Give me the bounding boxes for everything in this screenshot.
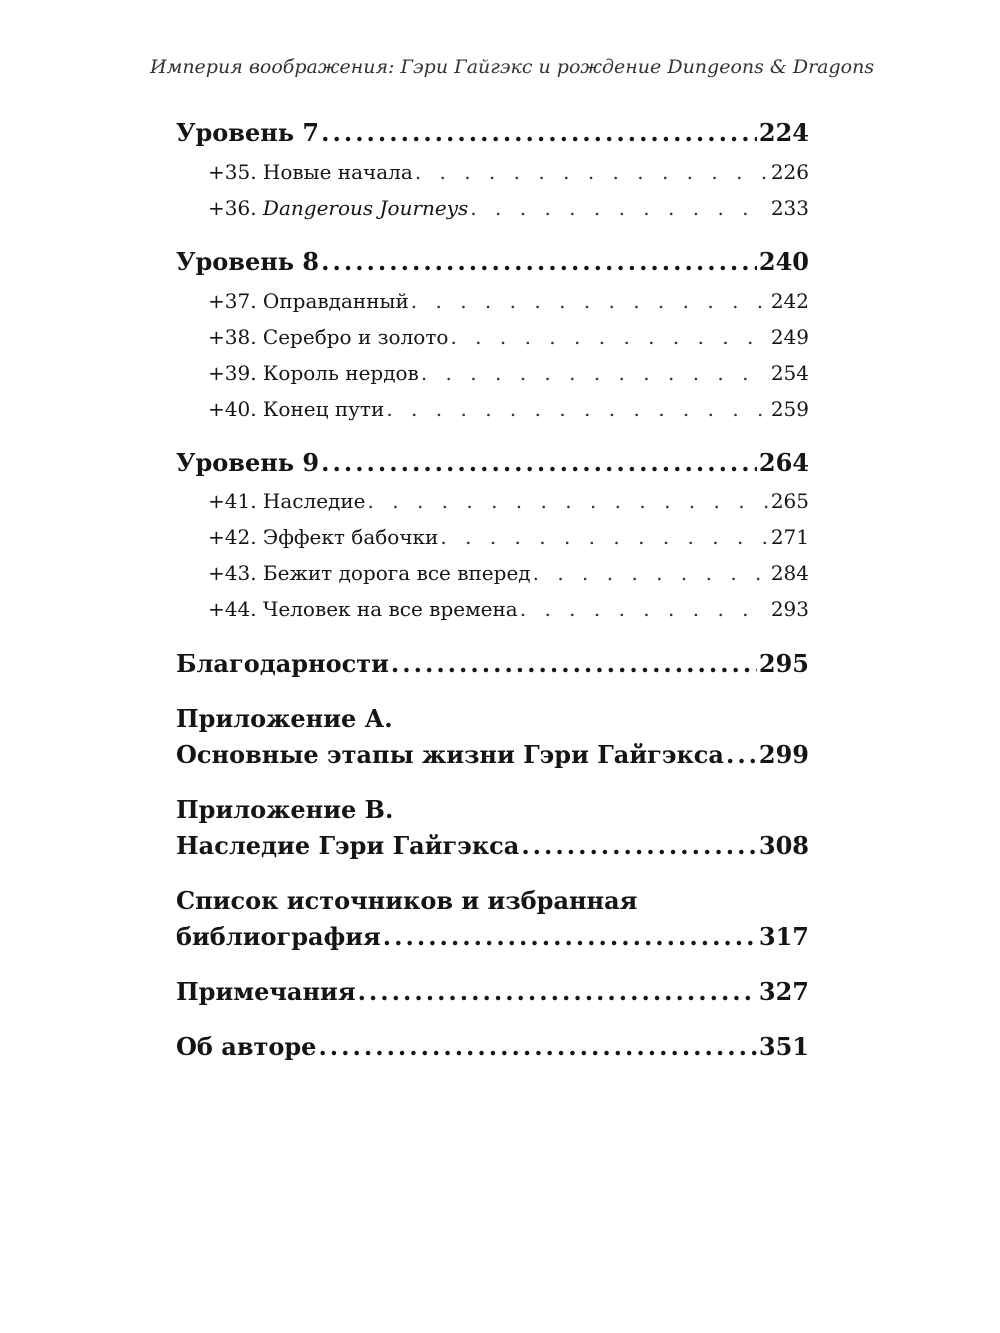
sources-heading: Список источников и избранная xyxy=(176,886,638,915)
toc-entry-chapter-42[interactable] xyxy=(176,525,809,549)
toc-entry-chapter-43[interactable] xyxy=(176,561,809,585)
toc-entry-level9[interactable] xyxy=(176,448,809,477)
toc-page-number: 299 xyxy=(758,740,809,769)
dot-leader xyxy=(450,325,768,349)
toc-page-number: 226 xyxy=(770,160,809,184)
toc-page-number: 327 xyxy=(758,977,809,1006)
toc-page-number: 249 xyxy=(770,325,809,349)
toc-entry-title: +40. Конец пути xyxy=(208,397,385,421)
toc-entry-title: Уровень 7 xyxy=(176,118,320,147)
toc-entry-chapter-38[interactable] xyxy=(176,325,809,349)
dot-leader xyxy=(386,397,768,421)
toc-entry-title: +43. Бежит дорога все вперед xyxy=(208,561,531,585)
toc-entry-title: Примечания xyxy=(176,977,356,1006)
dot-leader xyxy=(383,922,757,951)
toc-entry-about-author[interactable] xyxy=(176,1032,809,1061)
dot-leader xyxy=(321,118,757,147)
dot-leader xyxy=(521,831,757,860)
toc-entry-title: Наследие Гэри Гайгэкса xyxy=(176,831,520,860)
dot-leader xyxy=(520,597,769,621)
chapter-number: +36. xyxy=(208,196,263,220)
toc-page-number: 295 xyxy=(758,649,809,678)
toc-page-number: 254 xyxy=(770,361,809,385)
toc-entry-title: +35. Новые начала xyxy=(208,160,413,184)
dot-leader xyxy=(391,649,757,678)
dot-leader xyxy=(470,196,769,220)
toc-page-number: 271 xyxy=(770,525,809,549)
toc-entry-chapter-37[interactable] xyxy=(176,289,809,313)
toc-entry-title: +41. Наследие xyxy=(208,489,366,513)
toc-entry-title: Основные этапы жизни Гэри Гайгэкса xyxy=(176,740,724,769)
toc-entry-title: +37. Оправданный xyxy=(208,289,409,313)
toc-entry-notes[interactable] xyxy=(176,977,809,1006)
toc-entry-title xyxy=(208,196,468,220)
dot-leader xyxy=(368,489,769,513)
toc-entry-title: Об авторе xyxy=(176,1032,317,1061)
toc-page-number: 293 xyxy=(770,597,809,621)
toc-entry-title: +44. Человек на все времена xyxy=(208,597,518,621)
toc-entry-chapter-35[interactable] xyxy=(176,160,809,184)
toc-entry-title: +39. Король нердов xyxy=(208,361,419,385)
dot-leader xyxy=(321,448,757,477)
toc-entry-title: Уровень 9 xyxy=(176,448,320,477)
toc-page-number: 308 xyxy=(758,831,809,860)
toc-entry-acknowledgements[interactable] xyxy=(176,649,809,678)
toc-page-number: 240 xyxy=(758,247,809,276)
running-head: Империя воображения: Гэри Гайгэкс и рождение Dungeons & Dragons xyxy=(150,56,875,78)
toc-page-number: 242 xyxy=(770,289,809,313)
dot-leader xyxy=(533,561,769,585)
toc-entry-appendix-a[interactable] xyxy=(176,740,809,769)
toc-page-number: 224 xyxy=(758,118,809,147)
appendix-b-heading: Приложение В. xyxy=(176,795,394,824)
toc-entry-title: +38. Серебро и золото xyxy=(208,325,449,349)
toc-entry-title: Уровень 8 xyxy=(176,247,320,276)
dot-leader xyxy=(421,361,769,385)
toc-entry-level7[interactable] xyxy=(176,118,809,147)
dot-leader xyxy=(321,247,757,276)
dot-leader xyxy=(358,977,757,1006)
dot-leader xyxy=(411,289,769,313)
toc-entry-appendix-b[interactable] xyxy=(176,831,809,860)
chapter-title-italic: Dangerous Journeys xyxy=(262,196,469,220)
dot-leader xyxy=(318,1032,756,1061)
toc-entry-level8[interactable] xyxy=(176,247,809,276)
toc-page-number: 233 xyxy=(770,196,809,220)
dot-leader xyxy=(726,740,757,769)
toc-page-number: 259 xyxy=(770,397,809,421)
toc-page-number: 351 xyxy=(758,1032,809,1061)
toc-page-number: 265 xyxy=(770,489,809,513)
toc-page-number: 317 xyxy=(758,922,809,951)
dot-leader xyxy=(415,160,769,184)
dot-leader xyxy=(440,525,768,549)
appendix-a-heading: Приложение А. xyxy=(176,704,393,733)
toc-entry-title: библиография xyxy=(176,922,381,951)
toc-entry-chapter-36[interactable] xyxy=(176,196,809,220)
toc-entry-sources[interactable] xyxy=(176,922,809,951)
toc-entry-chapter-39[interactable] xyxy=(176,361,809,385)
toc-entry-title: Благодарности xyxy=(176,649,389,678)
toc-entry-chapter-40[interactable] xyxy=(176,397,809,421)
toc-page-number: 284 xyxy=(770,561,809,585)
toc-entry-chapter-41[interactable] xyxy=(176,489,809,513)
toc-entry-chapter-44[interactable] xyxy=(176,597,809,621)
toc-page-number: 264 xyxy=(758,448,809,477)
toc-entry-title: +42. Эффект бабочки xyxy=(208,525,439,549)
